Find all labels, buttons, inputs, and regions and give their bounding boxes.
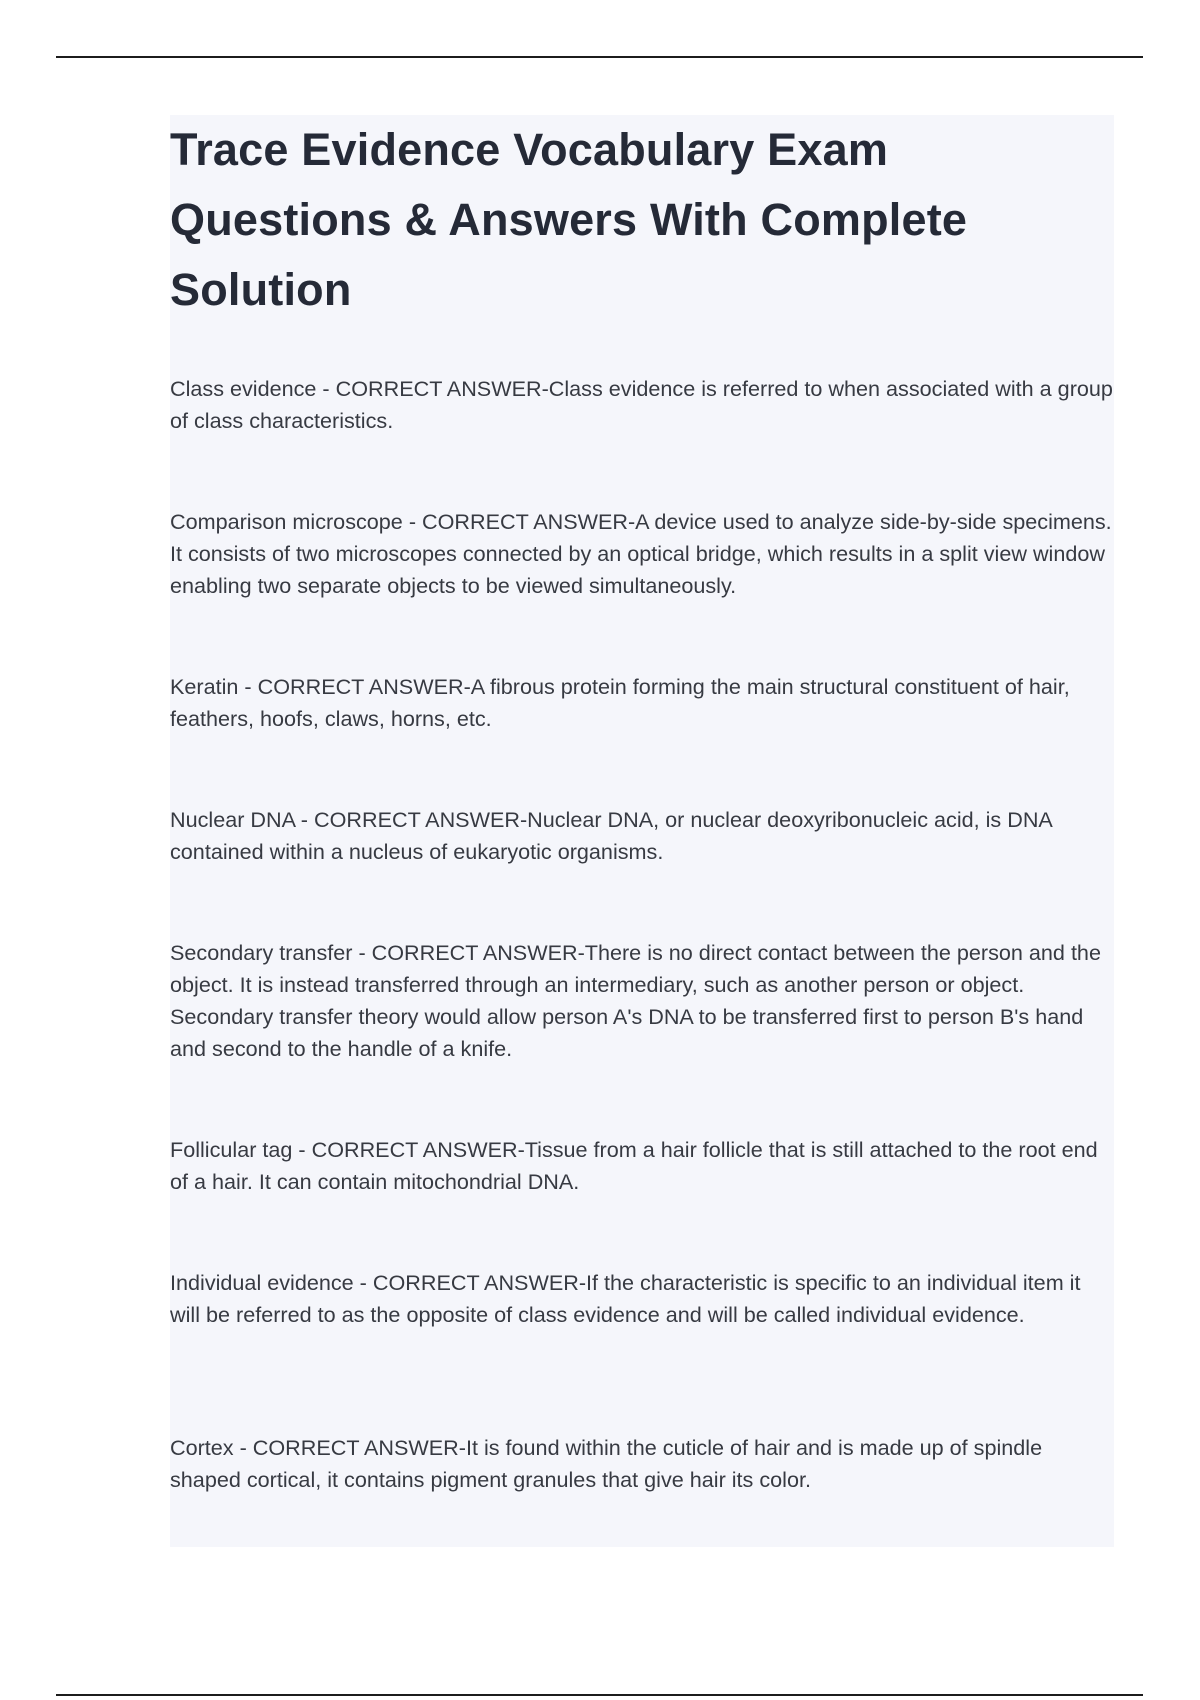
document-content [170, 115, 1114, 1547]
bottom-rule [56, 1694, 1143, 1696]
entry-comparison-microscope: Comparison microscope - CORRECT ANSWER-A device used to analyze side-by-side specimens. It consists of two microscopes connected by an optical bridge, which results in a split view window enabling two separate objects to be viewed simultaneously. [170, 509, 1112, 598]
entry-class-evidence: Class evidence - CORRECT ANSWER-Class evidence is referred to when associated with a group of class characteristics. [170, 376, 1113, 433]
entry-follicular-tag: Follicular tag - CORRECT ANSWER-Tissue from a hair follicle that is still attached to the root end of a hair. It can contain mitochondrial DNA. [170, 1137, 1098, 1194]
top-rule [56, 56, 1143, 58]
entry-cortex: Cortex - CORRECT ANSWER-It is found within the cuticle of hair and is made up of spindle shaped cortical, it contains pigment granules that give hair its color. [170, 1435, 1043, 1492]
document-title: Trace Evidence Vocabulary Exam Questions & Answers With Complete Solution [170, 124, 968, 315]
entry-nuclear-dna: Nuclear DNA - CORRECT ANSWER-Nuclear DNA, or nuclear deoxyribonucleic acid, is DNA contained within a nucleus of eukaryotic organisms. [170, 807, 1052, 864]
entry-secondary-transfer: Secondary transfer - CORRECT ANSWER-There is no direct contact between the person and the object. It is instead transferred through an intermediary, such as another person or object. Secondary transfer theory would allow person A's DNA to be transferred first to person B's hand and second to the handle of a knife. [170, 940, 1101, 1061]
entry-keratin: Keratin - CORRECT ANSWER-A fibrous protein forming the main structural constituent of hair, feathers, hoofs, claws, horns, etc. [170, 674, 1070, 731]
entry-individual-evidence: Individual evidence - CORRECT ANSWER-If the characteristic is specific to an individual item it will be referred to as the opposite of class evidence and will be called individual evidence. [170, 1270, 1081, 1327]
